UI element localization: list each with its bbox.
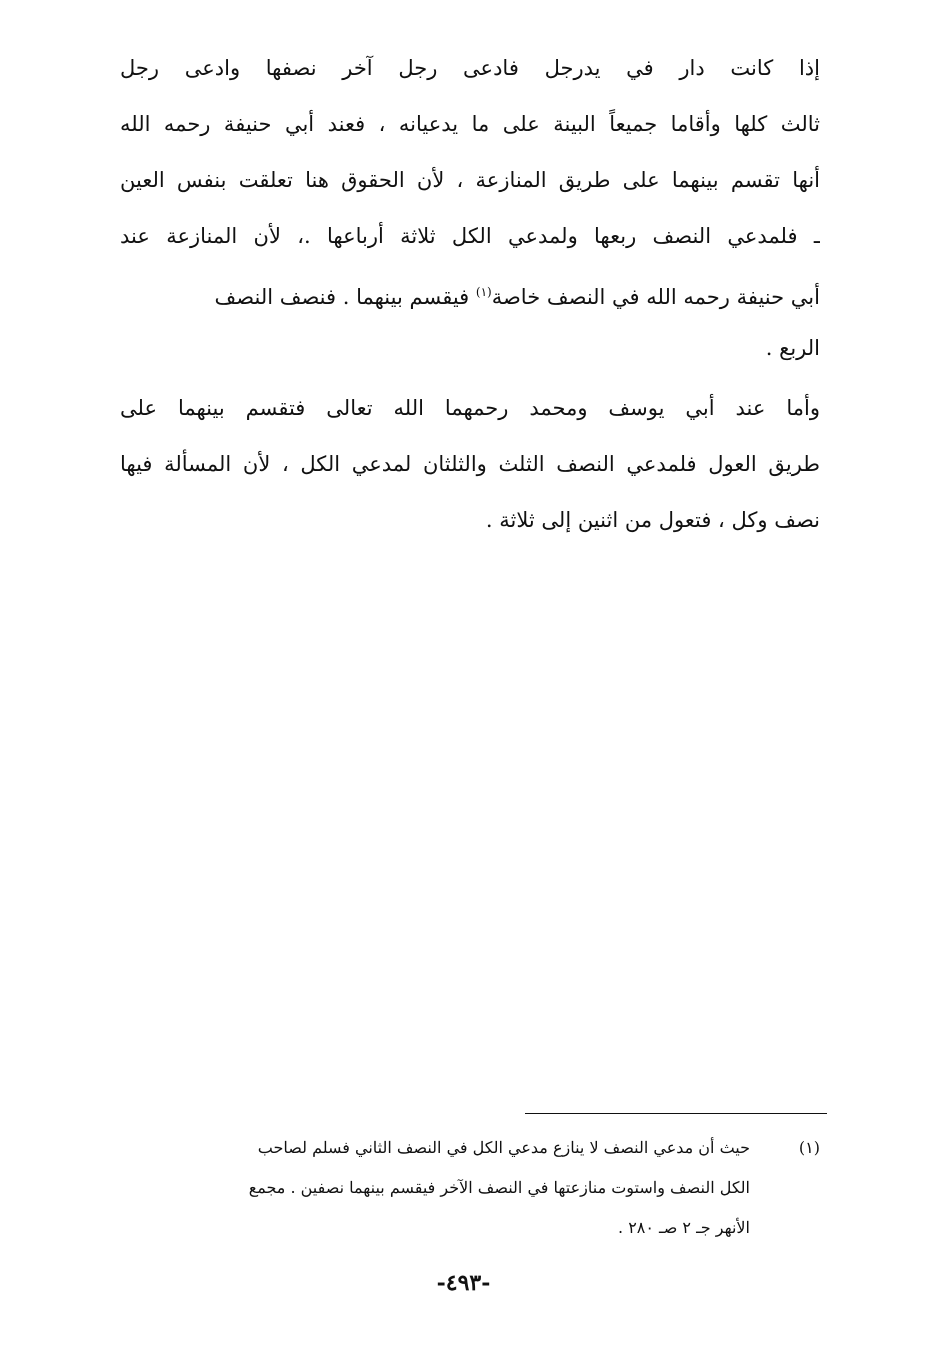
footnote-text: حيث أن مدعي النصف لا ينازع مدعي الكل في النصف الثاني فسلم لصاحب — [257, 1138, 750, 1157]
footnotes — [120, 1128, 820, 1248]
text-line: وأما عند أبي يوسف ومحمد رحمهما الله تعالى فتقسم بينهما على — [120, 396, 820, 420]
text-segment: أبي حنيفة رحمه الله في النصف خاصة — [491, 285, 820, 309]
text-line: أنها تقسم بينهما على طريق المنازعة ، لأن الحقوق هنا تعلقت بنفس العين — [120, 168, 820, 192]
text-line: ـ فلمدعي النصف ربعها ولمدعي الكل ثلاثة أرباعها .، لأن المنازعة عند — [120, 224, 820, 248]
main-text — [120, 40, 820, 548]
paragraph-1 — [120, 40, 820, 376]
footnote-marker: (١) — [798, 1138, 820, 1157]
text-line: نصف وكل ، فتعول من اثنين إلى ثلاثة . — [485, 508, 820, 532]
footnote-reference[interactable]: (١) — [475, 285, 492, 299]
paragraph-2 — [120, 380, 820, 548]
text-line: ثالث كلها وأقاما جميعاً البينة على ما يدعيانه ، فعند أبي حنيفة رحمه الله — [120, 112, 820, 136]
footnote-line: الأنهر جـ ٢ صـ ٢٨٠ . — [618, 1218, 750, 1237]
text-line: إذا كانت دار في يدرجل فادعى رجل آخر نصفها وادعى رجل — [120, 56, 820, 80]
text-segment: فيقسم بينهما . فنصف النصف — [214, 285, 470, 309]
text-line: طريق العول فلمدعي النصف الثلث والثلثان لمدعي الكل ، لأن المسألة فيها — [120, 452, 820, 476]
text-line — [120, 264, 820, 320]
footnote-line: الكل النصف واستوت منازعتها في النصف الآخر فيقسم بينهما نصفين . مجمع — [248, 1178, 750, 1197]
footnote-line — [120, 1128, 820, 1168]
footnote-separator — [525, 1113, 827, 1114]
page-number: -٤٩٣- — [436, 1270, 491, 1296]
text-line: الربع . — [765, 336, 820, 360]
